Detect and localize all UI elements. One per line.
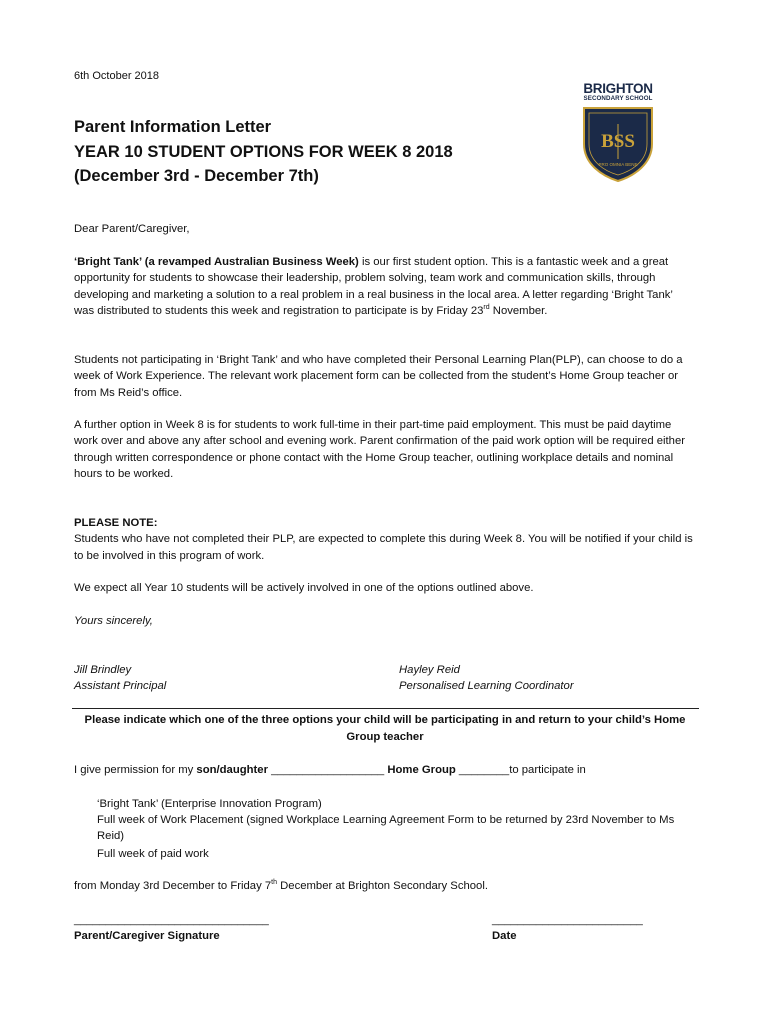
- permission-suffix: to participate in: [509, 764, 586, 776]
- permission-prefix: I give permission for my: [74, 764, 197, 776]
- greeting: Dear Parent/Caregiver,: [74, 223, 190, 235]
- period-text-start: from Monday 3rd December to Friday 7: [74, 880, 272, 892]
- option-paid-work: Full week of paid work: [97, 848, 209, 860]
- please-note-text: Students who have not completed their PLP, are expected to complete this during Week 8. You will be notified if your child is to be involved in this program of work.: [74, 533, 693, 562]
- expectation-text: We expect all Year 10 students will be actively involved in one of the options outlined above.: [74, 582, 534, 594]
- paragraph-bright-tank: [74, 254, 694, 320]
- title-line-2: YEAR 10 STUDENT OPTIONS FOR WEEK 8 2018: [74, 142, 453, 161]
- home-group-label: Home Group: [387, 764, 456, 776]
- date-line[interactable]: ________________________: [492, 914, 643, 926]
- letter-title: [74, 115, 453, 189]
- closing: Yours sincerely,: [74, 615, 153, 627]
- period-sup: th: [271, 879, 277, 887]
- home-group-blank: ________: [455, 764, 510, 776]
- date-field[interactable]: [492, 912, 643, 945]
- son-daughter-label: son/daughter: [196, 764, 268, 776]
- school-name: BRIGHTON: [583, 81, 653, 96]
- bright-tank-text-end: November.: [489, 305, 548, 318]
- signatory-1: [74, 662, 166, 695]
- divider: [72, 708, 699, 709]
- letter-date: 6th October 2018: [74, 70, 160, 82]
- period-text: [74, 878, 694, 894]
- bright-tank-heading: ‘Bright Tank’ (a revamped Australian Business Week): [74, 256, 359, 268]
- signatory-2-role: Personalised Learning Coordinator: [399, 680, 574, 693]
- date-label: Date: [492, 930, 517, 943]
- signatory-1-name: Jill Brindley: [74, 664, 132, 676]
- parent-signature-field[interactable]: [74, 912, 269, 945]
- crest-letters: BSS: [601, 131, 635, 152]
- bright-tank-text: is our first student option. This is a fantastic week and a great opportunity for students to showcase their leadership, problem solving, team work and communication skills, through developing and marketing a solution to a real problem in a real business in the local area. A letter regarding ‘Bright Tank’ was distributed to students this week and registration to participate is by Friday 23: [74, 256, 673, 318]
- parent-signature-label: Parent/Caregiver Signature: [74, 930, 220, 943]
- option-work-placement: Full week of Work Placement (signed Workplace Learning Agreement Form to be returned by 23rd November to Ms Reid): [97, 814, 675, 843]
- crest-motto: PRO OMNIA BENE: [598, 162, 638, 167]
- permission-line: [74, 762, 714, 778]
- return-slip-instruction: Please indicate which one of the three options your child will be participating in and return to your child’s Home Group teacher: [84, 714, 686, 743]
- school-subtitle: SECONDARY SCHOOL: [583, 95, 653, 102]
- title-line-3: (December 3rd - December 7th): [74, 167, 319, 185]
- signatory-1-role: Assistant Principal: [74, 680, 167, 693]
- please-note: [74, 515, 694, 564]
- parent-signature-line[interactable]: _______________________________: [74, 914, 269, 926]
- signatory-2-name: Hayley Reid: [399, 664, 460, 676]
- paragraph-paid-work: A further option in Week 8 is for students to work full-time in their part-time paid employment. This must be paid daytime work over and above any after school and evening work. Parent confirmation of the paid work option will be required either through written correspondence or phone contact with the Home Group teacher, outlining workplace details and nominal hours to be worked.: [74, 419, 686, 481]
- school-logo: [580, 82, 656, 182]
- title-line-1: Parent Information Letter: [74, 118, 272, 136]
- bright-tank-sup: rd: [483, 304, 490, 312]
- signatory-2: [399, 662, 574, 695]
- paragraph-work-experience: Students not participating in ‘Bright Tank’ and who have completed their Personal Learning Plan(PLP), can choose to do a week of Work Experience. The relevant work placement form can be collected from the student’s Home Group teacher or from Ms Reid’s office.: [74, 354, 683, 399]
- period-text-end: December at Brighton Secondary School.: [277, 880, 488, 892]
- please-note-heading: PLEASE NOTE:: [74, 517, 158, 529]
- school-crest-icon: [580, 104, 656, 182]
- child-name-blank: __________________: [267, 764, 388, 776]
- option-bright-tank: ‘Bright Tank’ (Enterprise Innovation Program): [97, 798, 322, 810]
